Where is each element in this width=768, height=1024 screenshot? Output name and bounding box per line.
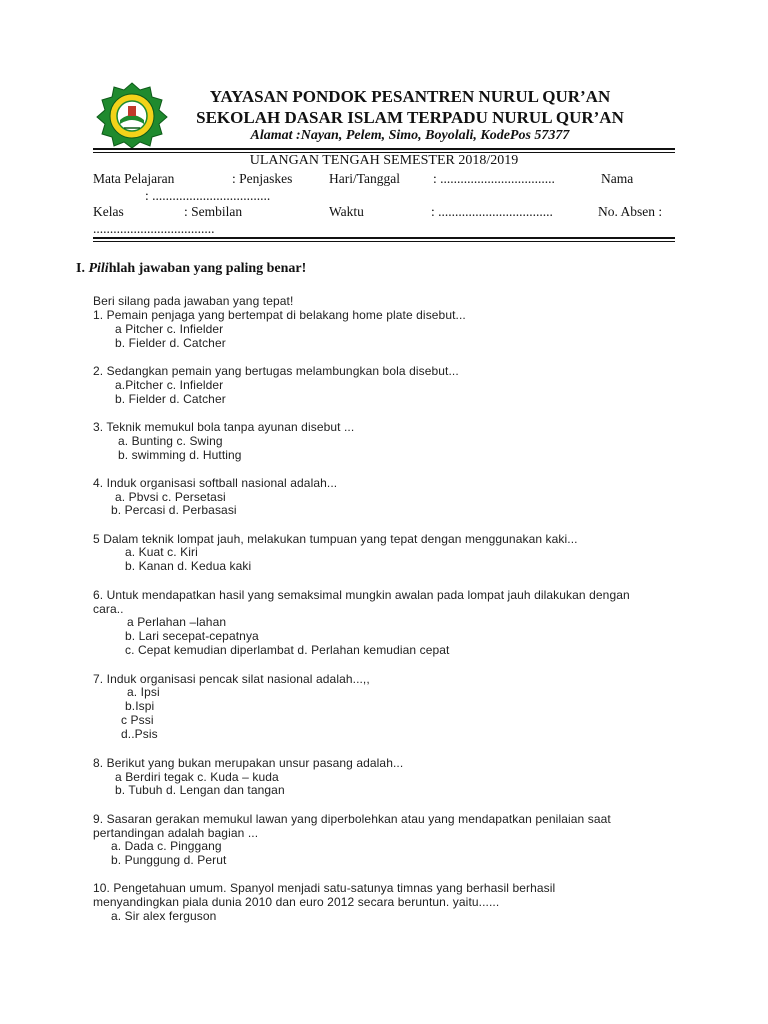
day-date-label: Hari/Tanggal (329, 171, 401, 186)
school-name: SEKOLAH DASAR ISLAM TERPADU NURUL QUR’AN (196, 108, 624, 127)
option-line: a Pitcher c. Infielder (115, 322, 224, 336)
question-4: 4. Induk organisasi softball nasional adalah... (93, 476, 338, 490)
question-5: 5 Dalam teknik lompat jauh, melakukan tumpuan yang tepat dengan menggunakan kaki... (93, 532, 578, 546)
question-2: 2. Sedangkan pemain yang bertugas melambungkan bola disebut... (93, 364, 459, 378)
instruction-text: Beri silang pada jawaban yang tepat! (93, 294, 294, 308)
option-line: b. Kanan d. Kedua kaki (125, 559, 252, 573)
option-line: b. Fielder d. Catcher (115, 392, 226, 406)
info-divider-thin (93, 241, 675, 242)
option-line: a. Ipsi (127, 685, 160, 699)
day-date-value: : .................................. (433, 171, 555, 186)
section-rest: hlah jawaban yang paling benar! (108, 261, 307, 276)
option-line: a. Sir alex ferguson (111, 909, 217, 923)
name-label: Nama (601, 171, 634, 186)
exam-title: ULANGAN TENGAH SEMESTER 2018/2019 (249, 153, 519, 168)
info-divider (93, 237, 675, 239)
option-line: a. Dada c. Pinggang (111, 839, 222, 853)
option-line: a.Pitcher c. Infielder (115, 378, 224, 392)
option-line: b. Punggung d. Perut (111, 853, 227, 867)
absen-label: No. Absen : (598, 204, 663, 219)
absen-value: .................................... (93, 221, 215, 236)
question-6: 6. Untuk mendapatkan hasil yang semaksimal mungkin awalan pada lompat jauh dilakukan dengan (93, 588, 630, 602)
time-value: : .................................. (431, 204, 553, 219)
name-value: : ................................... (145, 188, 271, 203)
subject-label: Mata Pelajaran (93, 171, 175, 186)
header-divider (93, 148, 675, 150)
option-line: a Berdiri tegak c. Kuda – kuda (115, 770, 279, 784)
school-address: Alamat :Nayan, Pelem, Simo, Boyolali, KodePos 57377 (250, 128, 570, 143)
question-10: 10. Pengetahuan umum. Spanyol menjadi satu-satunya timnas yang berhasil berhasil (93, 881, 556, 895)
option-line: b. Tubuh d. Lengan dan tangan (115, 783, 285, 797)
question-7: 7. Induk organisasi pencak silat nasional adalah...,, (93, 672, 370, 686)
class-value: : Sembilan (184, 204, 243, 219)
question-3: 3. Teknik memukul bola tanpa ayunan disebut ... (93, 420, 355, 434)
option-line: b. Percasi d. Perbasasi (111, 503, 237, 517)
time-label: Waktu (329, 204, 364, 219)
option-line: a. Bunting c. Swing (118, 434, 223, 448)
class-label: Kelas (93, 204, 124, 219)
option-line: d..Psis (121, 727, 158, 741)
section-heading (76, 261, 306, 277)
question-9: 9. Sasaran gerakan memukul lawan yang diperbolehkan atau yang mendapatkan penilaian saat (93, 812, 611, 826)
option-line: b. swimming d. Hutting (118, 448, 242, 462)
option-line: c. Cepat kemudian diperlambat d. Perlahan kemudian cepat (125, 643, 450, 657)
option-line: b. Fielder d. Catcher (115, 336, 226, 350)
section-prefix: I. (76, 261, 89, 276)
option-line: c Pssi (121, 713, 154, 727)
option-line: b. Lari secepat-cepatnya (125, 629, 259, 643)
option-line: a Perlahan –lahan (127, 615, 227, 629)
option-line: a. Pbvsi c. Persetasi (115, 490, 226, 504)
question-10-cont: menyandingkan piala dunia 2010 dan euro 2012 secara beruntun. yaitu...... (93, 895, 500, 909)
subject-value: : Penjaskes (232, 171, 293, 186)
question-6-cont: cara.. (93, 602, 124, 616)
question-9-cont: pertandingan adalah bagian ... (93, 826, 259, 840)
question-1: 1. Pemain penjaga yang bertempat di belakang home plate disebut... (93, 308, 466, 322)
option-line: a. Kuat c. Kiri (125, 545, 198, 559)
section-italic: Pili (88, 261, 109, 276)
option-line: b.Ispi (125, 699, 155, 713)
question-8: 8. Berikut yang bukan merupakan unsur pasang adalah... (93, 756, 404, 770)
foundation-name: YAYASAN PONDOK PESANTREN NURUL QUR’AN (209, 87, 611, 106)
